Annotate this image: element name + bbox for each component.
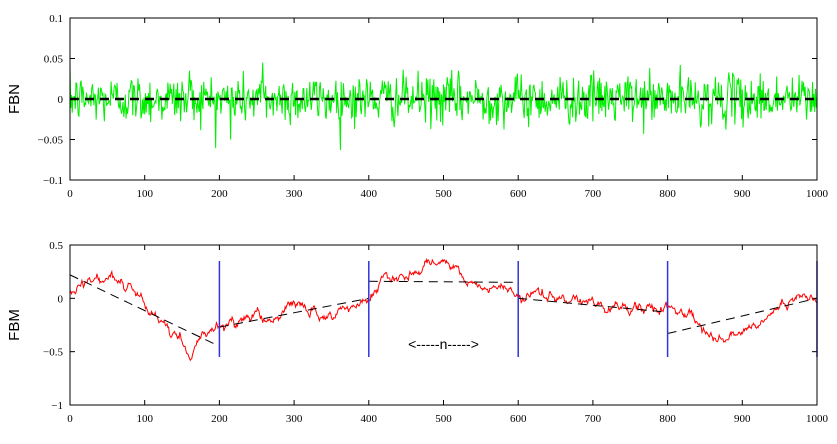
x-tick-label: 400	[360, 413, 378, 425]
y-tick-label: 0.1	[49, 13, 63, 25]
fbm-y-axis-label: FBM	[6, 309, 23, 341]
x-tick-label: 200	[211, 188, 228, 200]
y-tick-label: −0.05	[37, 134, 63, 147]
fbn-panel	[6, 13, 829, 200]
x-tick-label: 900	[734, 413, 751, 425]
fbm-panel	[6, 240, 829, 425]
x-tick-label: 500	[435, 188, 452, 200]
x-tick-label: 100	[136, 413, 153, 425]
local-trend-line	[70, 275, 219, 346]
x-tick-label: 600	[509, 188, 527, 200]
fbn-plot	[70, 63, 817, 150]
local-trend-line	[668, 298, 817, 333]
window-length-annotation: <-----n----->	[408, 336, 479, 353]
x-tick-label: 500	[435, 413, 452, 425]
x-tick-label: 800	[659, 413, 676, 425]
x-tick-label: 700	[584, 413, 602, 425]
fbn-signal-line	[70, 63, 816, 150]
x-tick-label: 0	[67, 188, 73, 200]
fbn-ticks	[38, 13, 829, 200]
x-tick-label: 1000	[806, 188, 828, 200]
y-tick-label: 0	[57, 94, 63, 106]
y-tick-label: −0.5	[43, 346, 63, 359]
y-tick-label: 0.05	[43, 53, 63, 66]
y-tick-label: 0	[57, 293, 63, 306]
y-tick-label: −1	[51, 400, 63, 412]
x-tick-label: 300	[285, 413, 303, 425]
x-tick-label: 400	[360, 188, 378, 200]
y-tick-label: 0.5	[49, 240, 63, 252]
x-tick-label: 700	[584, 188, 602, 200]
x-tick-label: 900	[734, 188, 751, 200]
x-tick-label: 1000	[806, 413, 828, 425]
x-tick-label: 200	[211, 413, 228, 425]
y-tick-label: −0.1	[43, 175, 63, 187]
x-tick-label: 100	[136, 188, 153, 200]
x-tick-label: 300	[285, 188, 303, 200]
fbn-y-axis-label: FBN	[6, 84, 23, 114]
x-tick-label: 600	[509, 413, 527, 425]
x-tick-label: 0	[67, 413, 73, 425]
x-tick-label: 800	[659, 188, 676, 200]
